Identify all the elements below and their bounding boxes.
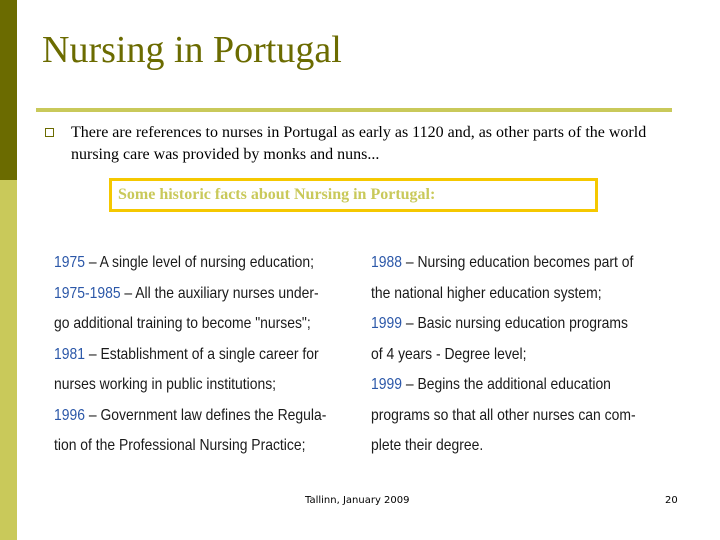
fact-text: nurses working in public institutions; xyxy=(54,376,277,393)
fact-text: go additional training to become "nurses"; xyxy=(54,315,311,332)
fact-line xyxy=(371,431,636,462)
fact-line xyxy=(371,370,636,401)
fact-line xyxy=(371,340,636,371)
fact-year: 1999 xyxy=(371,376,402,393)
square-bullet-icon xyxy=(45,128,54,137)
fact-year: 1975-1985 xyxy=(54,284,121,302)
fact-text: – Government law defines the Regula- xyxy=(84,406,327,424)
fact-line xyxy=(54,431,326,462)
fact-year: 1981 xyxy=(54,345,85,363)
facts-left-column xyxy=(54,248,326,462)
facts-heading: Some historic facts about Nursing in Portugal: xyxy=(118,186,436,203)
sidebar-accent-dark xyxy=(0,0,17,180)
fact-text: – Establishment of a single career for xyxy=(84,345,319,363)
fact-line xyxy=(54,370,326,401)
fact-text: tion of the Professional Nursing Practice; xyxy=(54,437,306,454)
fact-line xyxy=(54,248,326,279)
fact-text: – All the auxiliary nurses under- xyxy=(120,284,319,302)
sidebar-accent-light xyxy=(0,180,17,540)
fact-text: of 4 years - Degree level; xyxy=(371,345,527,363)
fact-year: 1975 xyxy=(54,254,85,271)
fact-line xyxy=(54,309,326,340)
fact-text: – Nursing education becomes part of xyxy=(401,254,634,271)
page-number: 20 xyxy=(665,495,678,506)
fact-text: – Basic nursing education programs xyxy=(401,315,628,332)
fact-text: programs so that all other nurses can com- xyxy=(371,406,636,424)
fact-line xyxy=(371,401,636,432)
fact-line xyxy=(54,279,326,310)
fact-year: 1988 xyxy=(371,254,402,271)
fact-line xyxy=(54,340,326,371)
fact-text: the national higher education system; xyxy=(371,284,602,302)
fact-line xyxy=(371,309,636,340)
fact-year: 1996 xyxy=(54,406,85,424)
fact-text: plete their degree. xyxy=(371,437,484,454)
slide-title: Nursing in Portugal xyxy=(42,29,342,71)
slide-footer: Tallinn, January 2009 xyxy=(305,495,410,506)
fact-year: 1999 xyxy=(371,315,402,332)
title-divider xyxy=(36,108,672,112)
bullet-paragraph: There are references to nurses in Portugal as early as 1120 and, as other parts of the world nursing care was provided by monks and nuns... xyxy=(71,124,647,163)
fact-line xyxy=(371,279,636,310)
facts-right-column xyxy=(371,248,636,462)
fact-line xyxy=(54,401,326,432)
fact-text: – Begins the additional education xyxy=(401,376,611,393)
fact-text: – A single level of nursing education; xyxy=(84,254,315,271)
fact-line xyxy=(371,248,636,279)
